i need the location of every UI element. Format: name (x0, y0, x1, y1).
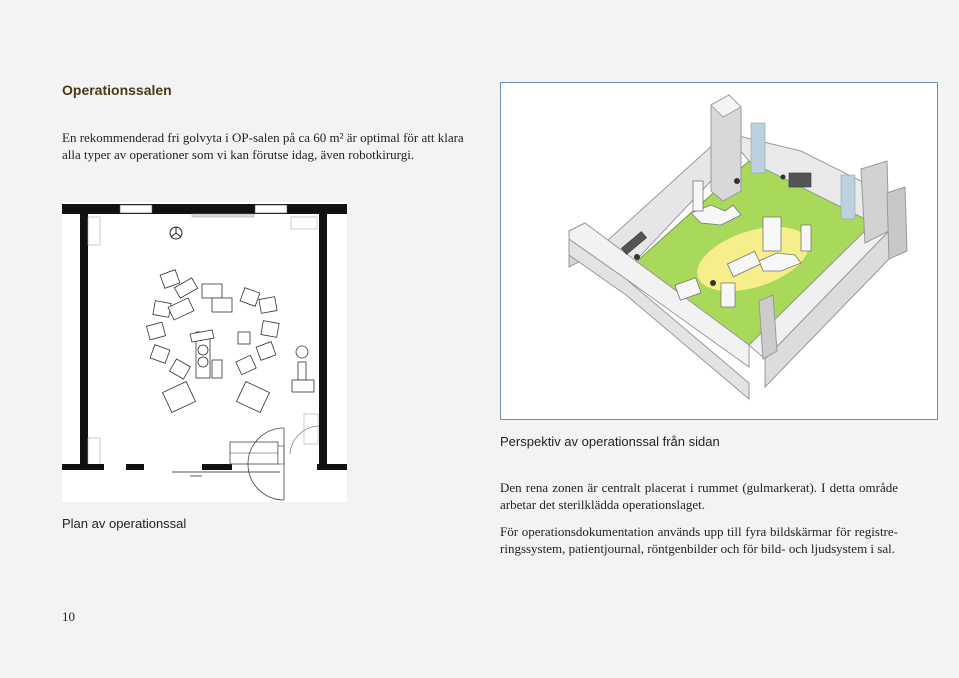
documentation-paragraph: För operationsdokumentation används upp till fyra bildskärmar för registreringssystem, patientjournal, röntgenbilder och för bild- och ljudsystem i sal. (500, 524, 898, 556)
floor-plan-image (62, 202, 347, 502)
clean-zone-paragraph: Den rena zonen är centralt placerat i rummet (gulmarkerat). I detta område arbetar det sterilklädda operationslaget. (500, 480, 898, 512)
page-number: 10 (62, 609, 75, 624)
perspective-image (500, 82, 938, 420)
page-heading: Operationssalen (62, 82, 172, 98)
intro-paragraph: En rekommenderad fri golvyta i OP-salen på ca 60 m² är optimal för att klara alla typer av operationer som vi kan förutse idag, även robotkirurgi. (62, 130, 464, 162)
plan-caption: Plan av operationssal (62, 516, 187, 531)
perspective-caption: Perspektiv av operationssal från sidan (500, 434, 720, 449)
